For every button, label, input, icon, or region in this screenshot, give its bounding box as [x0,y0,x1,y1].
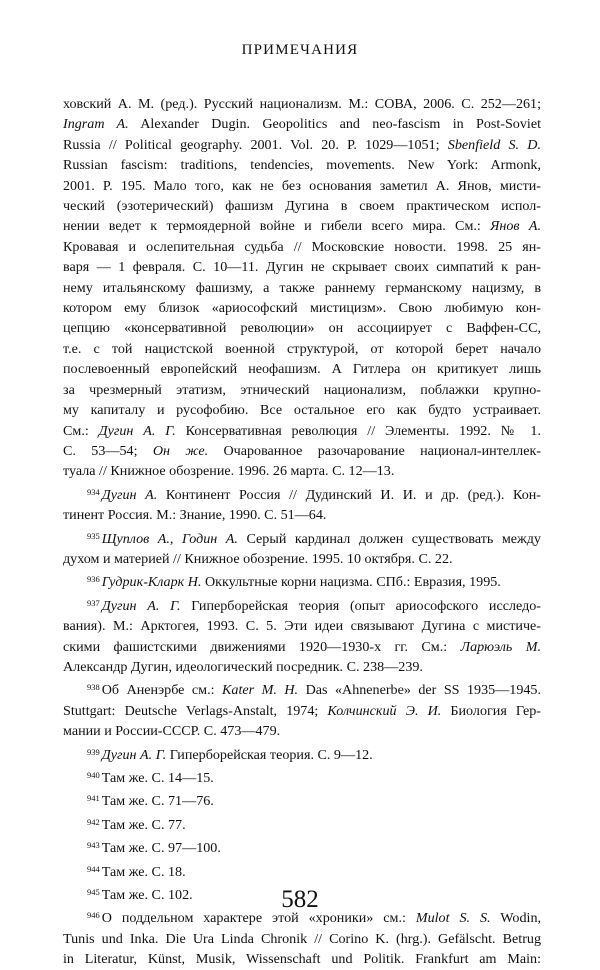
text-line [63,400,541,420]
text-run: ховский А. М. (ред.). Русский национализм. М.: СОВА, 2006. С. 252—261; [63,96,541,112]
footnote-number: 936 [87,574,100,585]
text-run: 2001. P. 195. Мало того, как не без основания заметил А. Янов, мисти- [63,177,541,194]
text-line [63,637,541,657]
text-run: Там же. С. 14—15. [101,770,214,786]
text-run: тинент Россия. М.: Знание, 1990. С. 51—64. [63,507,327,524]
footnote-number: 944 [87,863,100,874]
text-run: котором ему близок «ариософский мистицизм». Свою любимую кон- [63,300,541,317]
text-run: С. 53—54; [63,442,153,459]
author-name: Дугин А. Г. [98,422,176,439]
text-run: туала // Книжное обозрение. 1996. 26 марта. С. 12—13. [63,463,395,480]
text-line [63,257,541,277]
text-run: in Literatur, Künst, Musik, Wissenschaft und Politik. Frankfurt am Main: [63,951,541,968]
author-name: Колчинский Э. И. [327,702,442,719]
footnote-935 [63,526,541,570]
footnote-number: 937 [87,597,100,608]
text-line [63,505,541,525]
text-line [63,593,541,616]
text-run: Wodin, [490,910,542,927]
text-run: Биология Гер- [441,702,541,719]
footnote-number: 946 [87,910,100,921]
text-run: Alexander Dugin. Geopolitics and neo-fascism in Post-Soviet [128,116,541,133]
author-name: Sbenfield S. D. [447,136,542,153]
footnote-934 [63,482,541,526]
footnote-937 [63,593,541,678]
text-run: Russia // Political geography. 2001. Vol. 20. P. 1029—1051; [63,136,448,153]
text-run: Там же. С. 97—100. [101,840,221,857]
text-line [63,176,541,196]
footnote-938 [63,677,541,741]
text-run: Tunis und Inka. Die Ura Linda Chronik // Corino K. (hrg.). Gefälscht. Betrug [63,930,541,947]
text-run: Кровавая и ослепительная судьба // Московские новости. 1998. 25 ян- [63,238,541,255]
text-run: духом и материей // Книжное обозрение. 1995. 10 октября. С. 22. [63,550,453,567]
author-name: Щуплов А., Годин А. [101,530,238,547]
text-run: цепцию «консервативной революции» он ассоциирует с Ваффен-СС, [63,320,541,337]
author-name: Дугин А. Г. [101,597,181,614]
text-line [63,298,541,318]
text-run: Das «Ahnenerbe» der SS 1935—1945. [298,682,542,699]
text-line [63,765,541,788]
footnotes-body [63,94,541,970]
text-line [63,114,541,134]
footnote-number: 942 [87,816,100,827]
text-line [63,701,541,721]
text-run: Серый кардинал должен существовать между [237,530,541,547]
text-run: Там же. С. 18. [101,863,186,880]
text-run: Гиперборейская теория (опыт ариософского исследо- [180,597,541,614]
author-name: Ларюэль М. [460,638,541,655]
text-line [63,318,541,338]
footnote-946 [63,905,541,969]
text-line [63,359,541,379]
text-run: Консервативная революция // Элементы. 1992. № 1. [175,422,541,439]
text-run: му капиталу и русофобию. Все остальное его как будто устраивает. [63,402,541,419]
text-line [63,421,541,441]
text-run: т.е. с той нацистской военной структурой, от которой берет начало [63,340,541,357]
running-header: ПРИМЕЧАНИЯ [241,42,359,58]
author-name: Янов А. [490,218,541,235]
text-line [63,155,541,175]
text-line [63,526,541,549]
text-line [63,812,541,835]
text-run: Там же. С. 77. [101,816,186,833]
text-line [63,482,541,505]
text-line [63,616,541,636]
text-run: Очарованное разочарование национал-интеллек- [208,442,542,459]
text-run: Гиперборейская теория. С. 9—12. [166,746,373,763]
author-name: Ingram A. [63,116,129,133]
text-line [63,677,541,700]
footnote-number: 935 [87,530,100,541]
text-line [63,721,541,741]
text-run: Континент Россия // Дудинский И. И. и др. (ред.). Кон- [157,486,541,503]
footnote-944 [63,859,541,882]
text-run: за чрезмерный этатизм, этнический национализм, поблажки крупно- [63,381,541,398]
text-run: Там же. С. 102. [101,887,193,904]
text-line [63,278,541,298]
text-run: вания). М.: Арктогея, 1993. С. 5. Эти идеи связывают Дугина с мистиче- [63,618,541,635]
text-run: Об Аненэрбе см.: [101,682,223,699]
footnote-number: 939 [87,746,100,757]
text-run: Stuttgart: Deutsche Verlags-Anstalt, 1974; [63,702,328,719]
text-run: Russian fascism: traditions, tendencies, movements. New York: Armonk, [63,157,541,174]
footnote-942 [63,812,541,835]
text-line [63,237,541,257]
footnote-941 [63,788,541,811]
text-run: Александр Дугин, идеологический посредник. С. 238—239. [63,658,423,675]
text-line [63,216,541,236]
footnote-number: 938 [87,682,100,693]
text-line [63,949,541,969]
text-line [63,835,541,858]
continued-footnote [63,94,541,482]
author-name: Он же. [152,442,209,459]
footnote-number: 940 [87,770,100,780]
text-line [63,859,541,882]
text-run: Там же. С. 71—76. [101,793,214,810]
text-line [63,380,541,400]
text-line [63,788,541,811]
text-line [63,461,541,481]
text-line [63,929,541,949]
text-line [63,441,541,461]
footnote-943 [63,835,541,858]
footnote-number: 945 [87,887,100,898]
text-run: варя — 1 февраля. С. 10—11. Дугин не скрывает своих симпатий к ран- [63,259,541,276]
text-line [63,549,541,569]
footnote-number: 941 [87,793,100,804]
footnote-number: 943 [87,840,100,851]
footnote-number: 934 [87,486,100,497]
text-run: См.: [63,422,99,439]
author-name: Mulot S. S. [415,910,491,927]
text-run: нении ведет к термоядерной войне и гибели всего мира. См.: [63,218,491,235]
text-line [63,196,541,216]
page-number: 582 [281,886,319,913]
author-name: Kater M. H. [222,682,299,699]
footnote-936 [63,569,541,592]
text-run: скими фашистскими движениями 1920—1930-х гг. См.: [63,638,461,655]
text-run: послевоенный европейский неофашизм. А Гитлера он критикует лишь [63,361,541,378]
text-run: нему итальянскому фашизму, а также раннему германскому нацизму, в [63,279,541,296]
text-run: ческий (эзотерический) фашизм Дугина в своем практическом испол- [63,198,541,215]
footnote-939 [63,742,541,765]
text-run: О поддельном характере этой «хроники» см.: [101,910,416,927]
author-name: Гудрик-Кларк Н. [101,574,202,591]
author-name: Дугин А. [101,486,158,503]
text-line [63,135,541,155]
text-line [63,339,541,359]
text-run: Оккультные корни нацизма. СПб.: Евразия, 1995. [201,574,501,591]
text-run: мании и России-СССР. С. 473—479. [63,723,281,740]
text-line [63,657,541,677]
footnote-940 [63,765,541,788]
text-line [63,94,541,114]
author-name: Дугин А. Г. [101,746,167,763]
text-line [63,742,541,765]
text-line [63,569,541,592]
